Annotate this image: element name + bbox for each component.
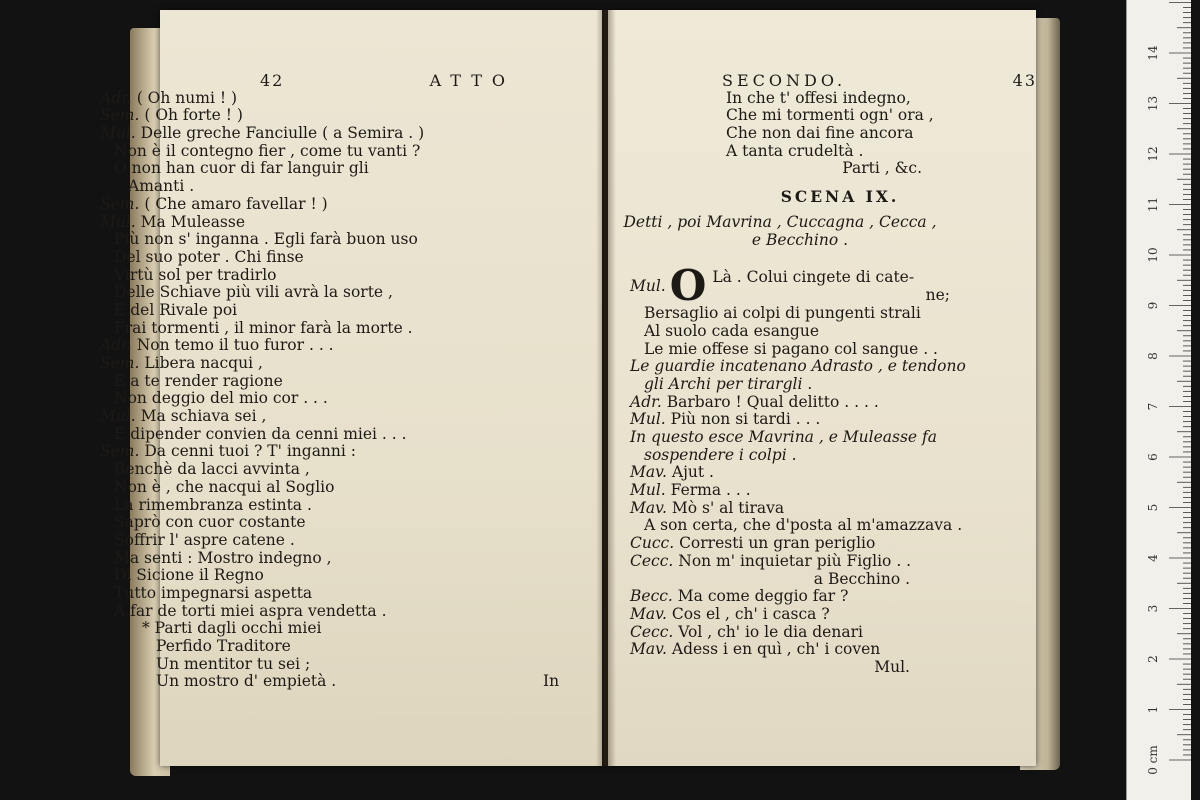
text-line [630,641,1020,659]
line-text: Ma schiava sei , [140,407,267,426]
line-text: Delle Schiave più vili avrà la sorte , [114,283,393,302]
ruler-scale [1127,0,1191,800]
line-text: Amanti . [128,177,195,196]
left-catchword: In [543,672,560,691]
line-text: Adess i en quì , ch' i coven [671,640,881,659]
right-page-text [623,71,1037,677]
text-line [100,90,580,108]
speaker-name: Sem. [100,442,145,461]
text-line [100,638,580,656]
text-line [100,620,580,638]
text-line [630,517,1020,535]
line-text: Frai tormenti , il minor farà la morte . [114,318,413,337]
text-line [100,178,580,196]
line-text: Del suo poter . Chi finse [114,247,304,266]
speaker-name: Mul. [100,212,141,231]
line-text: Più non s' inganna . Egli farà buon uso [114,230,418,249]
right-catchword: Mul. [874,657,910,676]
line-text: Bersaglio ai colpi di pungenti strali [644,304,921,323]
line-text: sospendere i colpi . [644,445,797,464]
text-line [100,550,580,568]
first-speaker: Mul. [630,277,666,296]
line-text: Un mostro d' empietà . [156,672,337,691]
text-line [100,249,580,267]
right-running-head [722,72,1037,90]
line-text: O non han cuor di far languir gli [114,159,369,178]
line-text: Tutto impegnarsi aspetta [114,583,313,602]
text-line [630,411,1020,429]
right-lines [630,305,1020,659]
line-text: gli Archi per tirargli . [644,374,813,393]
line-text: Non temo il tuo furor . . . [136,336,334,355]
text-line [100,461,580,479]
left-running-head [260,72,635,90]
text-line [100,532,580,550]
text-line [630,535,1020,553]
text-line [630,358,1020,376]
text-line [100,337,580,355]
text-line [100,408,580,426]
line-text: E a te render ragione [114,371,283,390]
text-line [100,320,580,338]
scene-title: SCENA IX. [780,187,900,207]
text-line [100,673,580,691]
text-line [100,567,580,585]
speaker-name: Becc. [630,587,678,606]
text-line [100,585,580,603]
speaker-name: Adr. [630,392,667,411]
line-text: Delle greche Fanciulle ( a Semira . ) [140,124,425,143]
speaker-name: Mul. [630,481,671,500]
speaker-name: Mul. [100,124,141,143]
text-line [630,376,1020,394]
line-text: A far de torti miei aspra vendetta . [114,601,387,620]
text-line [100,125,580,143]
text-line [630,464,1020,482]
line-text: ( Oh numi ! ) [136,88,238,107]
speaker-name: Mav. [630,463,672,482]
line-text: Mò s' al tirava [671,498,785,517]
text-line [630,323,1020,341]
line-text: Saprò con cuor costante [114,513,306,532]
line-text: Libera nacqui , [144,354,263,372]
right-page-number: 43 [1012,71,1037,90]
speaker-name: Cucc. [630,534,680,553]
text-line [100,143,580,161]
speaker-name: Adr. [100,336,137,355]
line-text: ( Oh forte ! ) [144,106,243,125]
text-line [100,107,580,125]
line-text: Ma senti : Mostro indegno , [114,548,332,567]
line-text: Barbaro ! Qual delitto . . . . [666,392,879,411]
text-line [630,341,1020,359]
line-text: Perfido Traditore [156,637,291,655]
first-line-b: ne; [925,285,950,304]
text-line [630,606,1020,624]
left-head-title: ATTO [429,71,515,90]
text-line [630,482,1020,500]
line-text: In questo esce Mavrina , e Muleasse fa [630,428,938,447]
text-line [100,355,580,373]
text-line [100,514,580,532]
line-text: E del Rivale poi [114,300,238,319]
line-text: Le mie offese si pagano col sangue . . [644,339,938,358]
ruler-label: 4 [1146,554,1160,562]
ruler-label: 9 [1146,301,1160,310]
text-line [100,267,580,285]
first-speech [630,261,1020,311]
measuring-ruler [1126,0,1191,800]
text-line [100,302,580,320]
speaker-name: Sem. [100,194,145,213]
line-text: Corresti un gran periglio [679,534,876,553]
line-text: Benchè da lacci avvinta , [114,460,310,479]
speaker-name: Mav. [630,640,672,659]
line-text: Ma come deggio far ? [677,587,849,606]
line-text: a Becchino . [813,569,910,588]
ruler-label: 12 [1146,146,1160,162]
line-text: Le guardie incatenano Adrasto , e tendono [630,357,966,376]
line-text: La rimembranza estinta . [114,495,312,514]
left-page-number: 42 [260,71,285,90]
line-text: Più non si tardi . . . [670,410,821,429]
ruler-label: 0 cm [1146,745,1160,775]
line-text: Cos el , ch' i casca ? [671,604,830,623]
line-text: Di Sicione il Regno [114,566,264,585]
text-line [100,196,580,214]
book-gutter [596,10,616,766]
text-line [100,160,580,178]
text-line [100,390,580,408]
speaker-name: Mav. [630,498,672,517]
ruler-label: 2 [1146,655,1160,663]
text-line [100,231,580,249]
line-text: Al suolo cada esangue [644,321,820,340]
text-line [100,656,580,674]
text-line [630,553,1020,571]
line-text: Soffrir l' aspre catene . [114,530,295,549]
text-line [100,443,580,461]
aria-lines [726,90,1020,161]
speaker-name: Adr. [100,88,137,107]
line-text: * Parti dagli occhi miei [142,619,322,638]
ruler-label: 10 [1146,247,1160,263]
line-text: Vol , ch' io le dia denari [678,622,863,641]
line-text: ( Che amaro favellar ! ) [144,194,328,213]
text-line [100,214,580,232]
line-text: Non m' inquietar più Figlio . . [678,551,912,570]
line-text: Da cenni tuoi ? T' inganni : [144,442,357,461]
line-text: Ferma . . . [670,481,751,500]
line-text: Ajut . [671,463,714,482]
speaker-name: Sem. [100,354,145,372]
text-line [630,394,1020,412]
text-line [630,305,1020,323]
text-line [630,500,1020,518]
drop-cap: O [669,261,707,311]
left-page-text [100,72,580,691]
line-text: Un mentitor tu sei ; [156,654,311,673]
scene-characters-2: e Becchino . [751,230,849,249]
ruler-label: 5 [1146,503,1160,512]
first-line-a: Là . Colui cingete di cate- [712,268,915,287]
line-text: E dipender convien da cenni miei . . . [114,424,407,443]
speaker-name: Cecc. [630,551,679,570]
right-head-title: SECONDO. [722,71,847,90]
aria-line: In che t' offesi indegno, [726,88,911,107]
aria-line: Che mi tormenti ogn' ora , [726,106,934,125]
text-line [100,426,580,444]
ruler-label: 13 [1146,95,1160,112]
ruler-label: 14 [1146,45,1160,61]
left-lines [100,90,580,691]
speaker-name: Mav. [630,604,672,623]
text-line [100,497,580,515]
aria-line: A tanta crudeltà . [726,141,864,160]
line-text: Non è , che nacqui al Soglio [114,477,335,496]
text-line [100,373,580,391]
text-line [630,447,1020,465]
ruler-label: 6 [1146,453,1160,461]
ruler-label: 3 [1146,604,1160,613]
ruler-label: 7 [1146,402,1160,411]
speaker-name: Sem. [100,106,145,125]
text-line [100,603,580,621]
aria-line: Che non dai fine ancora [726,124,914,143]
line-text: Virtù sol per tradirlo [114,265,277,284]
ruler-label: 8 [1146,352,1160,360]
line-text: Non è il contegno fier , come tu vanti ? [114,141,421,160]
speaker-name: Mul. [630,410,671,429]
text-line [630,429,1020,447]
text-line [630,588,1020,606]
text-line [630,571,1020,589]
exit-direction: Parti , &c. [842,159,922,178]
line-text: A son certa, che d'posta al m'amazzava . [644,516,963,535]
text-line [100,479,580,497]
text-line [630,624,1020,642]
ruler-label: 11 [1146,196,1160,213]
speaker-name: Cecc. [630,622,679,641]
line-text: Ma Muleasse [140,212,246,231]
ruler-label: 1 [1146,705,1160,714]
scene-characters-1: Detti , poi Mavrina , Cuccagna , Cecca , [623,212,937,231]
text-line [100,284,580,302]
speaker-name: Mul. [100,407,141,426]
line-text: Non deggio del mio cor . . . [114,389,328,408]
